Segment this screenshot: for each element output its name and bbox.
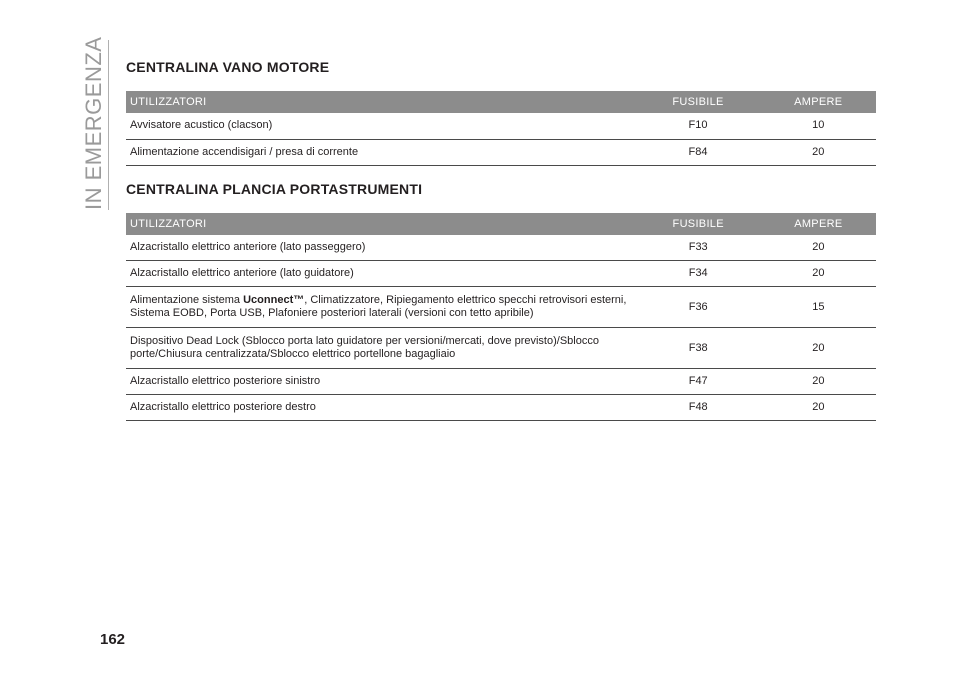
cell-fuse: F33 (636, 235, 761, 261)
cell-ampere: 20 (761, 235, 876, 261)
cell-ampere: 20 (761, 261, 876, 287)
cell-fuse: F36 (636, 287, 761, 328)
cell-user-suffix: , Climatizzatore, Ripiegamento elettrico specchi retrovisori esterni, Sistema EOBD, Porta USB, Plafoniere posteriori laterali (versioni con tetto apribile) (130, 294, 627, 319)
cell-user: Avvisatore acustico (clacson) (126, 113, 635, 139)
cell-user: Alimentazione accendisigari / presa di corrente (126, 139, 635, 165)
cell-fuse: F34 (636, 261, 761, 287)
section-title-dashboard-fusebox: CENTRALINA PLANCIA PORTASTRUMENTI (126, 180, 423, 197)
cell-fuse: F84 (635, 139, 760, 165)
cell-ampere: 20 (761, 139, 876, 165)
side-divider (108, 40, 109, 210)
header-fuse: FUSIBILE (636, 213, 761, 235)
header-ampere: AMPERE (761, 91, 876, 113)
uconnect-brand-text: Uconnect™ (243, 294, 305, 306)
section-title-engine-fusebox: CENTRALINA VANO MOTORE (126, 59, 330, 75)
table-row (126, 235, 876, 261)
cell-fuse: F38 (636, 328, 761, 369)
cell-fuse: F48 (636, 395, 761, 421)
header-ampere: AMPERE (761, 213, 876, 235)
cell-user: Alzacristallo elettrico posteriore sinistro (126, 369, 636, 395)
table-header-row (126, 91, 876, 113)
cell-ampere: 15 (761, 287, 876, 328)
table-row (126, 395, 876, 421)
cell-ampere: 20 (761, 369, 876, 395)
table-row (126, 369, 876, 395)
table-header-row (126, 213, 876, 235)
table-row (126, 261, 876, 287)
cell-user: Alzacristallo elettrico anteriore (lato passeggero) (126, 235, 636, 261)
header-fuse: FUSIBILE (635, 91, 760, 113)
cell-fuse: F47 (636, 369, 761, 395)
chapter-title-text: IN EMERGENZA (81, 36, 106, 210)
fuse-table-engine (126, 91, 876, 166)
cell-ampere: 10 (761, 113, 876, 139)
header-users: UTILIZZATORI (126, 213, 636, 235)
cell-user (126, 287, 636, 328)
cell-user: Alzacristallo elettrico posteriore destro (126, 395, 636, 421)
cell-user-prefix: Alimentazione sistema (130, 294, 244, 306)
table-row (126, 287, 876, 328)
table-row (126, 113, 876, 139)
cell-ampere: 20 (761, 328, 876, 369)
cell-user: Dispositivo Dead Lock (Sblocco porta lato guidatore per versioni/mercati, dove previsto)/Sblocco porte/Chiusura centralizzata/Sblocco elettrico portellone bagagliaio (126, 328, 636, 369)
fuse-table-dashboard (126, 213, 876, 422)
table-row (126, 139, 876, 165)
cell-fuse: F10 (635, 113, 760, 139)
page-content (126, 58, 876, 421)
page-number: 162 (100, 631, 126, 648)
cell-user: Alzacristallo elettrico anteriore (lato guidatore) (126, 261, 636, 287)
cell-ampere: 20 (761, 395, 876, 421)
header-users: UTILIZZATORI (126, 91, 635, 113)
table-row (126, 328, 876, 369)
